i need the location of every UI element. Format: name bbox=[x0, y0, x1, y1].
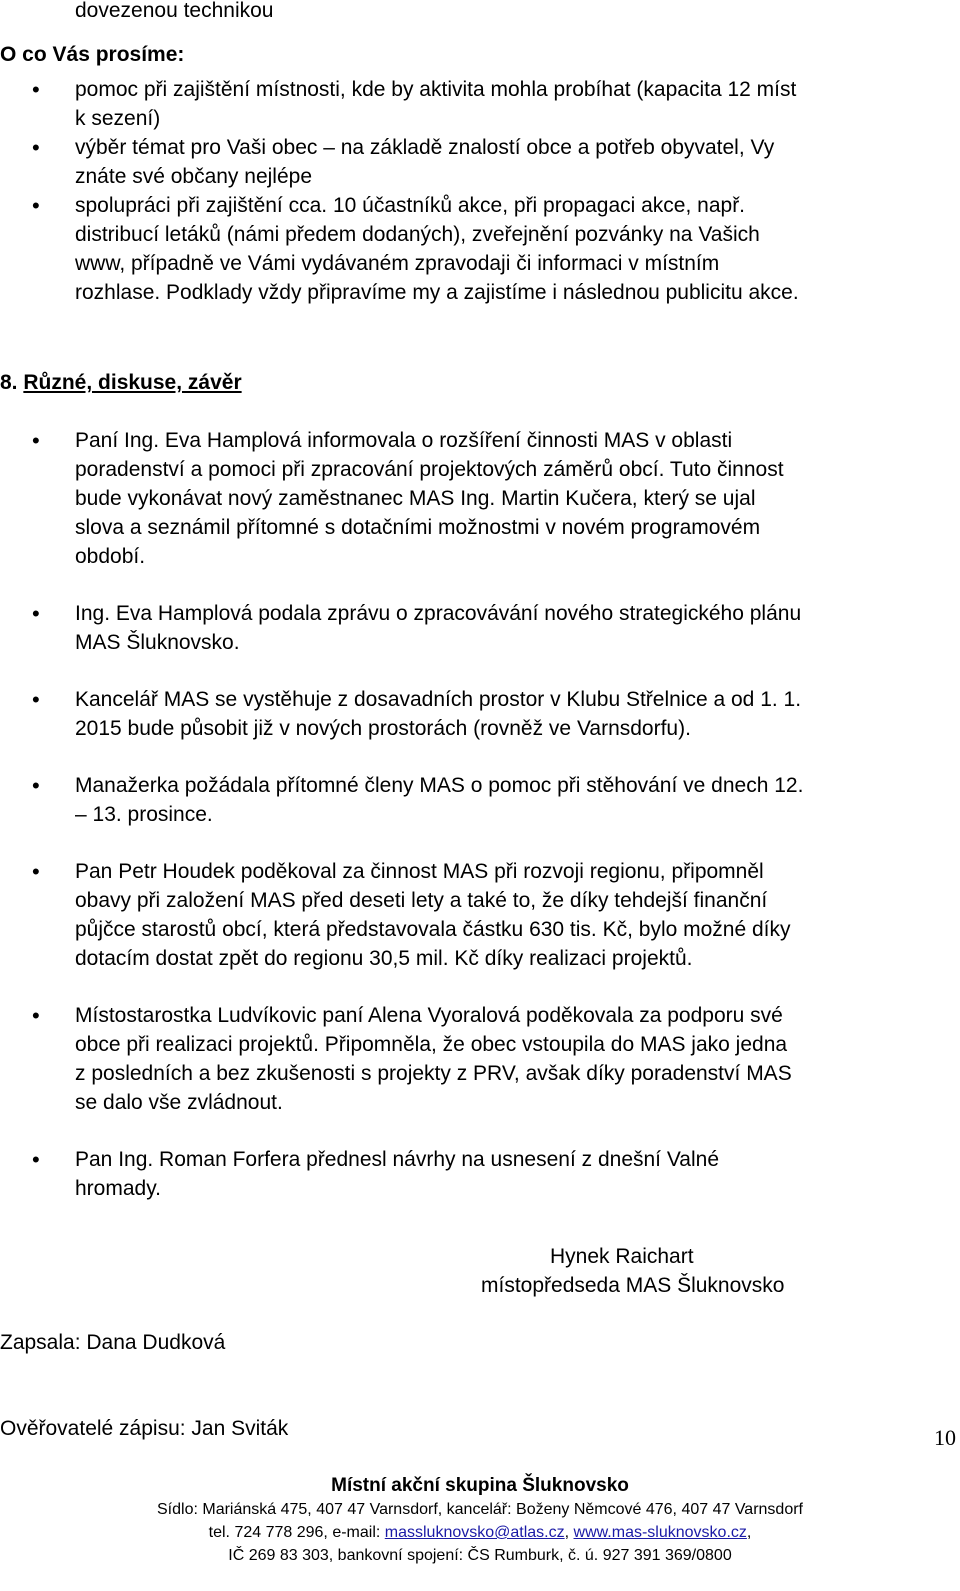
text-line: hromady. bbox=[75, 1177, 161, 1200]
bullet-icon: • • bbox=[32, 135, 40, 160]
text-line: Ing. Eva Hamplová podala zprávu o zpracovávání nového strategického plánu bbox=[75, 602, 802, 625]
list-item bbox=[0, 685, 960, 743]
text-line: – 13. prosince. bbox=[75, 803, 213, 826]
text-line: www, případně ve Vámi vydávaném zpravodaji či informaci v místním bbox=[75, 252, 720, 275]
list-item-text bbox=[75, 191, 960, 307]
text-line: pomoc při zajištění místnosti, kde by aktivita mohla probíhat (kapacita 12 míst bbox=[75, 78, 797, 101]
bullet-icon: • • bbox=[32, 77, 40, 102]
section-title: Různé, diskuse, závěr bbox=[23, 371, 242, 394]
list-item-text bbox=[75, 133, 960, 191]
signature-name: Hynek Raichart bbox=[550, 1245, 694, 1268]
text-line: dotacím dostat zpět do regionu 30,5 mil. Kč díky realizaci projektů. bbox=[75, 947, 693, 970]
list-item-text bbox=[75, 426, 960, 571]
text-line: znáte své občany nejlépe bbox=[75, 165, 312, 188]
text-line: Paní Ing. Eva Hamplová informovala o rozšíření činnosti MAS v oblasti bbox=[75, 429, 733, 452]
list-item-text bbox=[75, 857, 960, 973]
footer-email-link[interactable]: massluknovsko@atlas.cz bbox=[384, 1524, 565, 1541]
text-line: rozhlase. Podklady vždy připravíme my a zajistíme i následnou publicitu akce. bbox=[75, 281, 799, 304]
list-item-text bbox=[75, 685, 960, 743]
page-number: 10 bbox=[934, 1425, 956, 1450]
bullet-icon: • • bbox=[32, 601, 40, 626]
text-line: spolupráci při zajištění cca. 10 účastníků akce, při propagaci akce, např. bbox=[75, 194, 746, 217]
section-8-list bbox=[0, 426, 960, 1203]
text-line: z posledních a bez zkušenosti s projekty z PRV, avšak díky poradenství MAS bbox=[75, 1062, 792, 1085]
footer-bank: IČ 269 83 303, bankovní spojení: ČS Rumburk, č. ú. 927 391 369/0800 bbox=[228, 1547, 732, 1564]
list-item bbox=[0, 1001, 960, 1117]
list-item bbox=[0, 426, 960, 571]
list-item-text bbox=[75, 1001, 960, 1117]
text-line: Kancelář MAS se vystěhuje z dosavadních prostor v Klubu Střelnice a od 1. 1. bbox=[75, 688, 802, 711]
recorded-by: Zapsala: Dana Dudková bbox=[0, 1331, 226, 1354]
text-line: obavy při založení MAS před deseti lety a také to, že díky tehdejší finanční bbox=[75, 889, 768, 912]
bullet-icon: • • bbox=[32, 859, 40, 884]
footer-separator: , bbox=[564, 1524, 574, 1541]
list-item bbox=[0, 1145, 960, 1203]
footer-web-link[interactable]: www.mas-sluknovsko.cz bbox=[573, 1524, 747, 1541]
text-line: Manažerka požádala přítomné členy MAS o pomoc při stěhování ve dnech 12. bbox=[75, 774, 804, 797]
list-item bbox=[0, 133, 960, 191]
footer-address: Sídlo: Mariánská 475, 407 47 Varnsdorf, kancelář: Boženy Němcové 476, 407 47 Varnsdorf bbox=[157, 1501, 803, 1518]
text-line: Pan Petr Houdek poděkoval za činnost MAS při rozvoji regionu, připomněl bbox=[75, 860, 764, 883]
text-line: slova a seznámil přítomné s dotačními možnostmi v novém programovém bbox=[75, 516, 761, 539]
bullet-icon: • • bbox=[32, 773, 40, 798]
text-line: bude vykonávat nový zaměstnanec MAS Ing. Martin Kučera, který se ujal bbox=[75, 487, 756, 510]
text-line: MAS Šluknovsko. bbox=[75, 631, 240, 654]
request-list bbox=[0, 75, 960, 307]
request-heading: O co Vás prosíme: bbox=[0, 43, 185, 66]
verifiers: Ověřovatelé zápisu: Jan Sviták bbox=[0, 1417, 289, 1440]
bullet-icon: • • bbox=[32, 193, 40, 218]
text-line: obce při realizaci projektů. Připomněla, že obec vstoupila do MAS jako jedna bbox=[75, 1033, 788, 1056]
list-item-text bbox=[75, 1145, 960, 1203]
text-line: se dalo vše zvládnout. bbox=[75, 1091, 283, 1114]
text-line: distribucí letáků (námi předem dodaných), zveřejnění pozvánky na Vašich bbox=[75, 223, 760, 246]
footer-contact bbox=[0, 1521, 960, 1544]
section-8-heading bbox=[0, 368, 242, 397]
text-line: k sezení) bbox=[75, 107, 161, 130]
bullet-icon: • • bbox=[32, 1003, 40, 1028]
text-line: Pan Ing. Roman Forfera přednesl návrhy na usnesení z dnešní Valné bbox=[75, 1148, 719, 1171]
page-footer bbox=[0, 1474, 960, 1567]
list-item-text bbox=[75, 771, 960, 829]
list-item bbox=[0, 857, 960, 973]
text-line: 2015 bude působit již v nových prostorách (rovněž ve Varnsdorfu). bbox=[75, 717, 691, 740]
bullet-icon: • • bbox=[32, 1147, 40, 1172]
text-line: půjčce starostů obcí, která představovala částku 630 tis. Kč, bylo možné díky bbox=[75, 918, 791, 941]
bullet-icon: • • bbox=[32, 428, 40, 453]
footer-org: Místní akční skupina Šluknovsko bbox=[331, 1475, 629, 1496]
bullet-icon: • • bbox=[32, 687, 40, 712]
signature-role: místopředseda MAS Šluknovsko bbox=[481, 1274, 785, 1297]
text-line: Místostarostka Ludvíkovic paní Alena Vyoralová poděkovala za podporu své bbox=[75, 1004, 783, 1027]
list-item bbox=[0, 191, 960, 307]
footer-contact-suffix: , bbox=[746, 1524, 752, 1541]
list-item bbox=[0, 771, 960, 829]
text-line: období. bbox=[75, 545, 146, 568]
section-number: 8. bbox=[0, 371, 18, 394]
text-line: výběr témat pro Vaši obec – na základě znalostí obce a potřeb obyvatel, Vy bbox=[75, 136, 775, 159]
footer-contact-prefix: tel. 724 778 296, e-mail: bbox=[208, 1524, 385, 1541]
top-fragment: dovezenou technikou bbox=[75, 0, 274, 22]
list-item-text bbox=[75, 599, 960, 657]
list-item-text bbox=[75, 75, 960, 133]
list-item bbox=[0, 75, 960, 133]
list-item bbox=[0, 599, 960, 657]
text-line: poradenství a pomoci při zpracování projektových záměrů obcí. Tuto činnost bbox=[75, 458, 784, 481]
